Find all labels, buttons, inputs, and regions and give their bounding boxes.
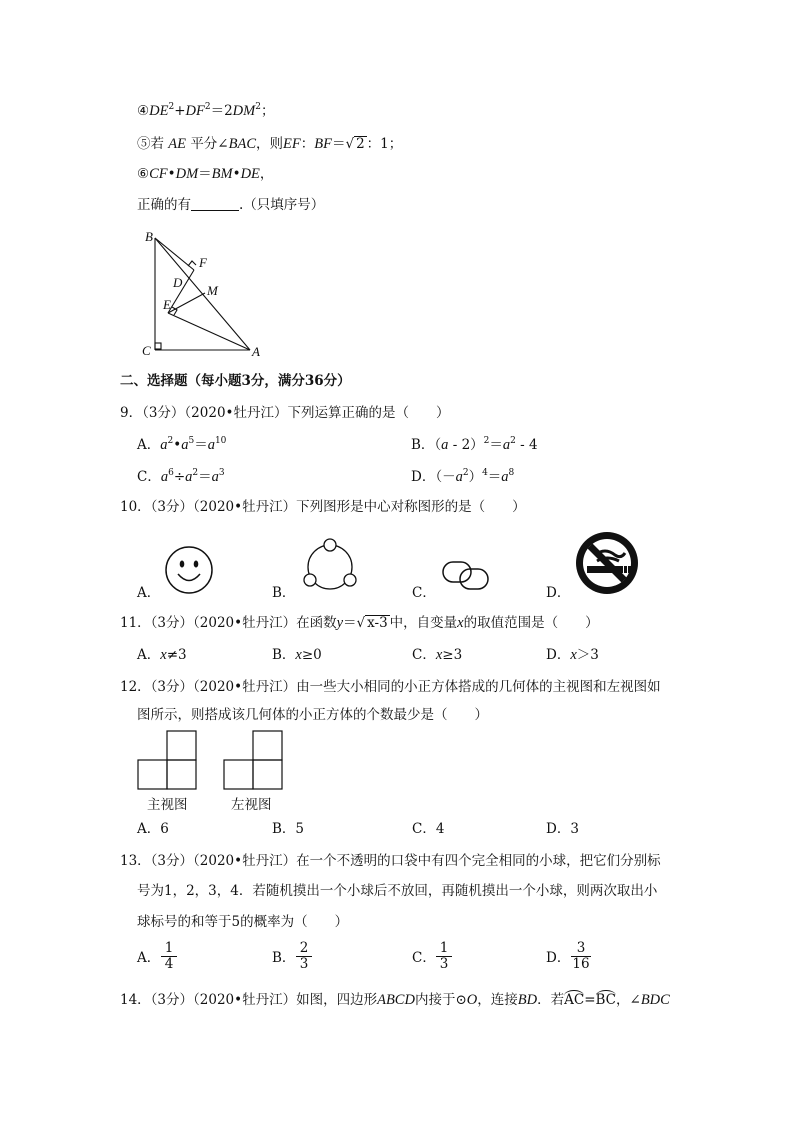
q12-stem-line2: 图所示，则搭成该几何体的小正方体的个数最少是（ ） — [137, 707, 488, 723]
q13-option-d-fraction[interactable]: $\frac{3}{16}$ — [572, 940, 590, 972]
q12-option-d[interactable]: D．3 — [546, 821, 579, 837]
q13-option-a-fraction[interactable]: $\frac{1}{4}$ — [161, 941, 177, 972]
q13-option-c-fraction[interactable]: $\frac{1}{3}$ — [436, 941, 452, 972]
q11-stem: 11．（3分）（2020•牡丹江）在函数y＝√ x-3 中，自变量x的取值范围是（ ） — [120, 615, 599, 631]
q13-option-d-label[interactable]: D． — [546, 950, 571, 966]
label-f: F — [199, 255, 207, 270]
q11-radicand: x-3 — [367, 615, 388, 631]
q10-option-b-label[interactable]: B． — [272, 585, 296, 601]
q13-stem-line3: 球标号的和等于5的概率为（ ） — [137, 914, 349, 930]
left-view-caption: 左视图 — [231, 797, 272, 813]
right-angle-f — [188, 261, 196, 266]
no-smoking-icon[interactable] — [575, 531, 639, 595]
q9-option-c[interactable]: C．$a^6\div a^2=a^3$ — [137, 468, 225, 485]
statement-5: ⑤若 AE 平分∠BAC，则EF：BF＝√ 2 ：1； — [137, 136, 403, 152]
q11-option-d[interactable]: D．x＞3 — [546, 647, 599, 663]
q13-stem-line2: 号为1，2，3，4．若随机摸出一个小球后不放回，再随机摸出一个小球，则两次取出小 — [137, 883, 658, 899]
q9-stem: 9．（3分）（2020•牡丹江）下列运算正确的是（ ） — [120, 405, 450, 421]
q9-option-a[interactable]: A．$a^2•a^5=a^{10}$ — [137, 436, 227, 453]
answer-prompt: 正确的有 .（只填序号） — [137, 197, 325, 213]
q12-option-c[interactable]: C．4 — [412, 821, 445, 837]
q13-stem-line1: 13．（3分）（2020•牡丹江）在一个不透明的口袋中有四个完全相同的小球，把它们分别标 — [120, 853, 661, 869]
q10-stem: 10．（3分）（2020•牡丹江）下列图形是中心对称图形的是（ ） — [120, 499, 526, 515]
statement-6: ⑥CF•DM＝BM•DE， — [137, 166, 274, 182]
statement-4: $④DE^2+DF^2=2DM^2$； — [137, 102, 275, 119]
q13-option-a-label[interactable]: A． — [137, 950, 161, 966]
q10-option-a-label[interactable]: A． — [137, 585, 161, 601]
section-heading: 二、选择题（每小题3分，满分36分） — [120, 373, 351, 389]
smiley-face-icon[interactable] — [164, 545, 214, 595]
q9-option-d[interactable]: D．$(-a^2)^4=a^8$ — [411, 468, 515, 485]
q10-option-d-label[interactable]: D． — [546, 585, 571, 601]
right-angle-c — [155, 343, 161, 349]
q11-option-a[interactable]: A．x≠3 — [137, 647, 187, 663]
front-view-caption: 主视图 — [147, 797, 188, 813]
segment-ea — [168, 313, 250, 350]
label-a: A — [252, 344, 260, 359]
q13-option-c-label[interactable]: C． — [412, 950, 436, 966]
q11-option-b[interactable]: B．x≥0 — [272, 647, 322, 663]
label-b: B — [145, 229, 153, 244]
statement-6-number: ⑥ — [137, 166, 150, 182]
triangle-figure — [135, 225, 270, 365]
three-circles-icon[interactable] — [298, 537, 362, 597]
q12-stem-line1: 12．（3分）（2020•牡丹江）由一些大小相同的小正方体搭成的几何体的主视图和左视图如 — [120, 679, 661, 695]
q10-option-c-label[interactable]: C． — [412, 585, 436, 601]
q14-stem: 14．（3分）（2020•牡丹江）如图，四边形ABCD内接于⊙O，连接BD．若AC=BC，∠BDC — [120, 992, 670, 1008]
answer-blank[interactable] — [191, 196, 239, 211]
sqrt-2: 2 — [356, 136, 365, 152]
label-d: D — [173, 275, 183, 290]
q13-option-b-fraction[interactable]: $\frac{2}{3}$ — [296, 941, 312, 972]
q12-option-a[interactable]: A．6 — [137, 821, 169, 837]
q12-option-b[interactable]: B．5 — [272, 821, 305, 837]
label-e: E — [163, 297, 171, 312]
statement-5-number: ⑤ — [137, 136, 151, 152]
arc-bc: BC — [595, 992, 617, 1008]
label-c: C — [142, 343, 151, 358]
q11-option-c[interactable]: C．x≥3 — [412, 647, 463, 663]
front-view-figure — [137, 730, 199, 792]
q13-option-b-label[interactable]: B． — [272, 950, 296, 966]
statement-4-number: ④ — [137, 103, 150, 119]
arc-ac: AC — [564, 992, 585, 1008]
label-m: M — [207, 283, 218, 298]
q9-option-b[interactable]: B．$(a - 2)^2=a^2 - 4$ — [411, 436, 538, 453]
chain-links-icon[interactable] — [440, 558, 492, 592]
left-view-figure — [223, 730, 285, 792]
